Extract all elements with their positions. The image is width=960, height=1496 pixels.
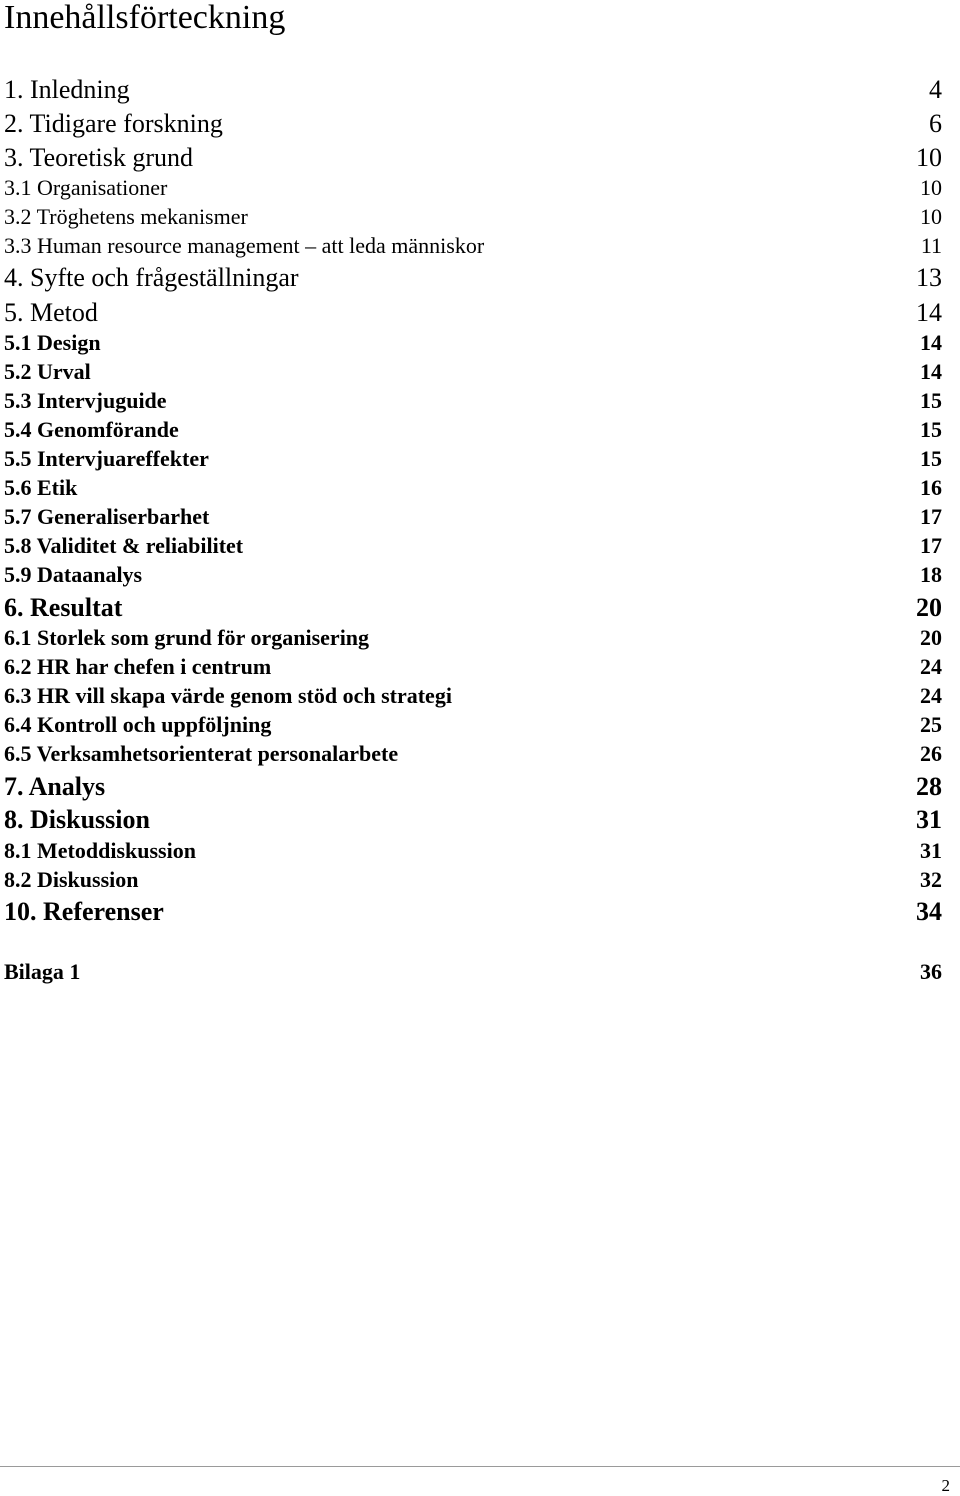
- toc-entry-label: 6.1 Storlek som grund för organisering: [4, 625, 370, 650]
- toc-entry[interactable]: [4, 142, 942, 174]
- toc-entry-page: 24: [920, 683, 942, 708]
- toc-entry-label: 3.3 Human resource management – att leda människor: [4, 233, 485, 258]
- toc-entry[interactable]: [4, 297, 942, 329]
- toc-entry-page: 26: [920, 741, 942, 766]
- toc-entry-page: 32: [920, 867, 942, 892]
- toc-entry-page: 31: [916, 805, 942, 834]
- toc-entry[interactable]: [4, 532, 942, 560]
- toc-entry-page: 31: [920, 838, 942, 863]
- toc-entry-page: 16: [920, 475, 942, 500]
- toc-entry-page: 18: [920, 562, 942, 587]
- toc-entry-label: 3.1 Organisationer: [4, 175, 168, 200]
- toc-entry-label: 6. Resultat: [4, 593, 123, 622]
- toc-entry-label: Bilaga 1: [4, 959, 81, 984]
- table-of-contents: [4, 0, 942, 1000]
- toc-entry[interactable]: [4, 74, 942, 106]
- toc-entry-page: 15: [920, 388, 942, 413]
- toc-entry-page: 13: [916, 263, 942, 292]
- toc-entry-label: 5.9 Dataanalys: [4, 562, 143, 587]
- toc-entry-label: 5.6 Etik: [4, 475, 78, 500]
- toc-entry[interactable]: [4, 262, 942, 294]
- toc-entry-page: 14: [920, 359, 942, 384]
- toc-entry[interactable]: [4, 682, 942, 710]
- toc-entry-label: 8.2 Diskussion: [4, 867, 139, 892]
- page-number: 2: [941, 1476, 950, 1495]
- toc-entry[interactable]: [4, 108, 942, 140]
- toc-entry-label: 10. Referenser: [4, 897, 164, 926]
- toc-entry-page: 14: [920, 330, 942, 355]
- toc-entry[interactable]: [4, 804, 942, 836]
- toc-entry[interactable]: [4, 837, 942, 865]
- toc-entry-page: 36: [920, 959, 942, 984]
- toc-entry-page: 20: [916, 593, 942, 622]
- toc-entry[interactable]: [4, 445, 942, 473]
- toc-entry-label: 5.8 Validitet & reliabilitet: [4, 533, 244, 558]
- toc-entry-label: 5.2 Urval: [4, 359, 91, 384]
- toc-entry[interactable]: [4, 624, 942, 652]
- toc-entry-label: 1. Inledning: [4, 75, 130, 104]
- toc-entry[interactable]: [4, 771, 942, 803]
- toc-entry[interactable]: [4, 387, 942, 415]
- toc-entry-label: 5. Metod: [4, 298, 98, 327]
- toc-entry-page: 11: [920, 233, 942, 258]
- toc-entry-page: 28: [916, 772, 942, 801]
- toc-entry[interactable]: [4, 740, 942, 768]
- toc-entry-page: 15: [920, 417, 942, 442]
- footer-divider: [0, 1466, 960, 1467]
- toc-entry-page: 10: [920, 175, 942, 200]
- toc-entry-page: 15: [920, 446, 942, 471]
- toc-entry-label: 4. Syfte och frågeställningar: [4, 263, 299, 292]
- toc-entry-page: 34: [916, 897, 942, 926]
- toc-entry[interactable]: [4, 416, 942, 444]
- toc-entry[interactable]: [4, 474, 942, 502]
- toc-entry-label: 8.1 Metoddiskussion: [4, 838, 196, 863]
- toc-entry-label: 6.3 HR vill skapa värde genom stöd och strategi: [4, 683, 452, 708]
- toc-entry[interactable]: [4, 958, 942, 986]
- toc-entry[interactable]: [4, 203, 942, 231]
- toc-entry-label: 5.1 Design: [4, 330, 101, 355]
- toc-entry-label: 3. Teoretisk grund: [4, 143, 194, 172]
- toc-entry[interactable]: [4, 174, 942, 202]
- toc-entry-label: 5.3 Intervjuguide: [4, 388, 167, 413]
- toc-entry[interactable]: [4, 896, 942, 928]
- toc-entry-label: 2. Tidigare forskning: [4, 109, 223, 138]
- toc-entry[interactable]: [4, 503, 942, 531]
- toc-entry-label: 5.5 Intervjuareffekter: [4, 446, 209, 471]
- toc-entry-label: 7. Analys: [4, 772, 106, 801]
- toc-entry[interactable]: [4, 866, 942, 894]
- toc-entry[interactable]: [4, 592, 942, 624]
- toc-entry-label: 5.4 Genomförande: [4, 417, 179, 442]
- page-title: Innehållsförteckning: [4, 0, 286, 36]
- toc-entry[interactable]: [4, 561, 942, 589]
- toc-entry[interactable]: [4, 711, 942, 739]
- toc-entry-label: 8. Diskussion: [4, 805, 150, 834]
- toc-entry-page: 25: [920, 712, 942, 737]
- toc-entry-page: 6: [929, 109, 942, 138]
- toc-entry-label: 6.5 Verksamhetsorienterat personalarbete: [4, 741, 399, 766]
- toc-entry-page: 10: [916, 143, 942, 172]
- toc-entry-label: 6.4 Kontroll och uppföljning: [4, 712, 272, 737]
- toc-entry[interactable]: [4, 653, 942, 681]
- toc-entry-label: 5.7 Generaliserbarhet: [4, 504, 210, 529]
- toc-entry-page: 17: [920, 533, 942, 558]
- toc-entry-page: 17: [920, 504, 942, 529]
- toc-entry-page: 4: [929, 75, 942, 104]
- toc-entry-page: 10: [920, 204, 942, 229]
- toc-entry-page: 14: [916, 298, 942, 327]
- toc-entry[interactable]: [4, 329, 942, 357]
- toc-entry[interactable]: [4, 232, 942, 260]
- toc-entry-label: 6.2 HR har chefen i centrum: [4, 654, 272, 679]
- toc-entry-label: 3.2 Tröghetens mekanismer: [4, 204, 248, 229]
- toc-entry-page: 24: [920, 654, 942, 679]
- toc-entry[interactable]: [4, 358, 942, 386]
- toc-entry-page: 20: [920, 625, 942, 650]
